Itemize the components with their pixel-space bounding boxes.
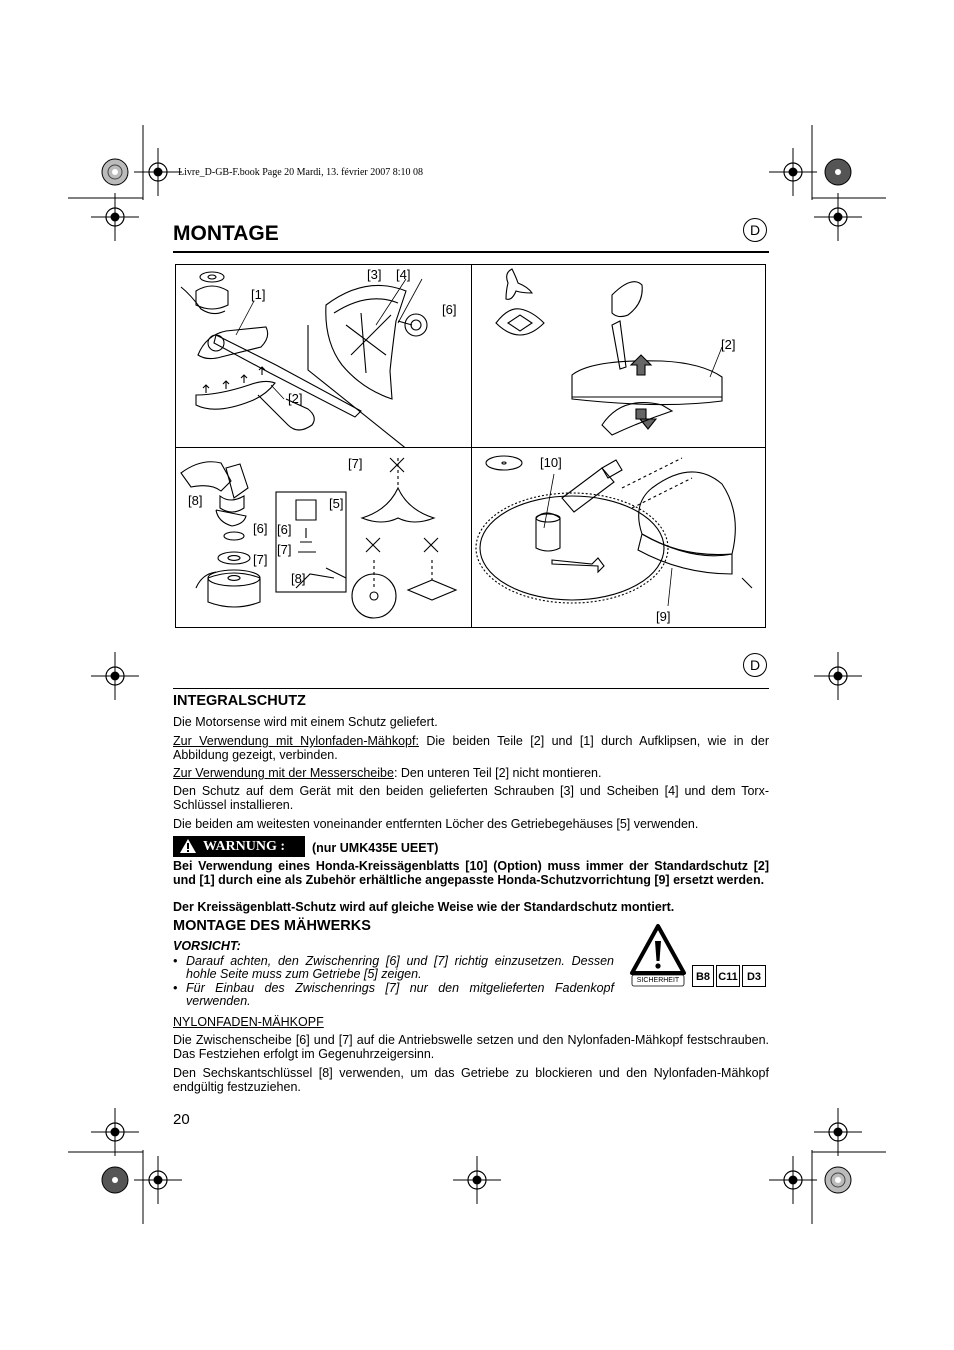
label-6b: [6] (253, 521, 268, 536)
label-1: [1] (251, 287, 266, 302)
label-9: [9] (656, 609, 671, 624)
label-5: [5] (329, 496, 344, 511)
warning-triangle-icon (179, 838, 197, 854)
assembly-figure (175, 264, 766, 628)
warning-model: (nur UMK435E UEET) (312, 841, 439, 855)
label-10: [10] (540, 455, 562, 470)
section-heading-maehwerk: MONTAGE DES MÄHWERKS (173, 918, 371, 934)
paragraph: Den Sechskantschlüssel [8] verwenden, um das Getriebe zu blockieren und den Nylonfaden-Mähkopf endgültig festzuziehen. (173, 1066, 769, 1094)
label-3: [3] (367, 267, 382, 282)
code-badge: D3 (742, 965, 766, 987)
blade-assembly-illustration (176, 448, 471, 628)
label-6a: [6] (442, 302, 457, 317)
paragraph: Zur Verwendung mit der Messerscheibe: Den unteren Teil [2] nicht montieren. (173, 766, 602, 780)
guard-removal-illustration (472, 265, 766, 447)
guard-screws-illustration (306, 265, 471, 447)
paragraph: Den Schutz auf dem Gerät mit den beiden gelieferten Schrauben [3] und Scheiben [4] und dem Torx-Schlüssel installieren. (173, 784, 769, 812)
caution-label: VORSICHT: (173, 939, 241, 953)
page-number: 20 (173, 1111, 190, 1128)
label-2b: [2] (721, 337, 736, 352)
label-4: [4] (396, 267, 411, 282)
list-item: • Für Einbau des Zwischenrings [7] nur den mitgelieferten Fadenkopf verwenden. (173, 981, 614, 1008)
warning-text-2: Der Kreissägenblatt-Schutz wird auf gleiche Weise wie der Standardschutz montiert. (173, 900, 675, 914)
warning-badge: WARNUNG : (173, 836, 305, 857)
language-badge: D (743, 218, 767, 242)
section-heading-integralschutz: INTEGRALSCHUTZ (173, 693, 306, 709)
paragraph: Die beiden am weitesten voneinander entfernten Löcher des Getriebegehäuses [5] verwenden. (173, 817, 699, 831)
safety-label: SICHERHEIT (636, 977, 680, 984)
list-item: • Darauf achten, den Zwischenring [6] und [7] richtig einzusetzen. Dessen hohle Seite muss zum Getriebe [5] zeigen. (173, 954, 614, 981)
saw-blade-illustration (472, 448, 766, 628)
underlined-label: Zur Verwendung mit der Messerscheibe (173, 766, 394, 780)
page-title: MONTAGE (173, 222, 279, 245)
paragraph: Zur Verwendung mit Nylonfaden-Mähkopf: Die beiden Teile [2] und [1] durch Aufklipsen, wie in der Abbildung gezeigt, verbinden. (173, 734, 769, 762)
file-header: Livre_D-GB-F.book Page 20 Mardi, 13. février 2007 8:10 08 (178, 167, 423, 178)
label-8b: [8] (291, 571, 306, 586)
paragraph: Die Zwischenscheibe [6] und [7] auf die Antriebswelle setzen und den Nylonfaden-Mähkopf festschrauben. Das Festziehen erfolgt im Gegenuhrzeigersinn. (173, 1033, 769, 1061)
code-badge: B8 (692, 965, 714, 987)
language-badge-2: D (743, 653, 767, 677)
label-6c: [6] (277, 522, 292, 537)
label-2a: [2] (288, 391, 303, 406)
title-rule (173, 251, 769, 253)
code-badge: C11 (716, 965, 740, 987)
label-7b: [7] (253, 552, 268, 567)
section-rule (173, 688, 769, 689)
paragraph: Die Motorsense wird mit einem Schutz geliefert. (173, 715, 438, 729)
label-8a: [8] (188, 493, 203, 508)
sub-heading-nylonfaden: NYLONFADEN-MÄHKOPF (173, 1015, 324, 1029)
label-7a: [7] (348, 456, 363, 471)
warning-text: Bei Verwendung eines Honda-Kreissägenblatts [10] (Option) muss immer der Standardschutz [2] und [1] durch eine als Zubehör erhältliche angepasste Honda-Schutzvorrichtung [9] ersetzt werden. (173, 859, 769, 887)
underlined-label: Zur Verwendung mit Nylonfaden-Mähkopf: (173, 734, 419, 748)
label-7c: [7] (277, 542, 292, 557)
